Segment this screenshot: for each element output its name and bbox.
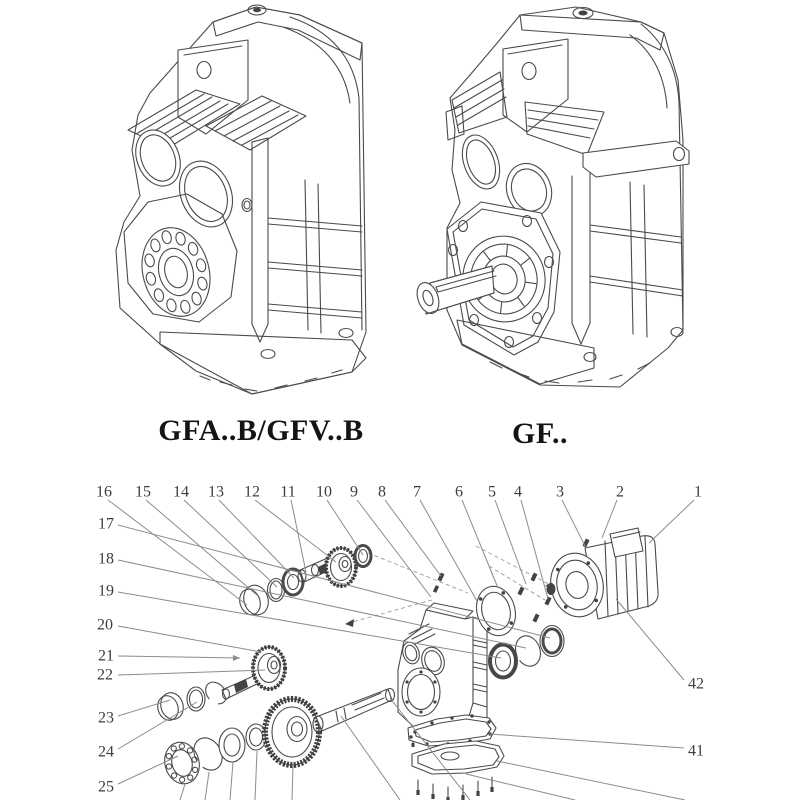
callout-number-3: 3 — [556, 483, 564, 501]
callout-number-13: 13 — [208, 483, 224, 501]
callout-number-24: 24 — [98, 743, 114, 761]
callout-leader-14 — [184, 500, 277, 587]
callout-leader-41 — [489, 734, 684, 748]
callout-number-6: 6 — [455, 483, 463, 501]
callout-leader-15 — [146, 500, 258, 596]
callout-number-15: 15 — [135, 483, 151, 501]
callout-number-42: 42 — [688, 675, 704, 693]
callout-leader-3 — [562, 500, 585, 546]
adapter-flange — [471, 582, 521, 640]
callout-leader-20 — [118, 626, 261, 652]
callout-leader-17 — [118, 525, 550, 638]
callout-leader-11 — [291, 500, 306, 572]
motor — [545, 528, 658, 622]
callout-number-2: 2 — [616, 483, 624, 501]
callout-number-22: 22 — [97, 666, 113, 684]
callout-number-7: 7 — [413, 483, 421, 501]
callout-leader-42 — [616, 599, 684, 680]
callout-number-5: 5 — [488, 483, 496, 501]
callout-number-25: 25 — [98, 778, 114, 796]
callout-arrowhead-21 — [233, 655, 240, 661]
callout-leader-2 — [602, 500, 617, 538]
callout-leader-6 — [462, 500, 498, 588]
front-bearing — [132, 220, 219, 324]
drawing-gfa-gfv-gearbox — [116, 5, 366, 394]
bottom-cover — [412, 741, 504, 800]
callout-number-8: 8 — [378, 483, 386, 501]
input-shaft-parts — [236, 546, 371, 618]
callout-number-20: 20 — [97, 616, 113, 634]
callout-leader-21 — [118, 656, 240, 658]
callout-leader-13 — [219, 500, 294, 578]
callout-leader-8 — [385, 500, 441, 576]
callout-number-41: 41 — [688, 742, 704, 760]
callout-number-9: 9 — [350, 483, 358, 501]
exploded-view — [155, 528, 685, 800]
callout-number-1: 1 — [694, 483, 702, 501]
callout-number-12: 12 — [244, 483, 260, 501]
callout-number-16: 16 — [96, 483, 112, 501]
callout-leader-22 — [118, 670, 265, 675]
callout-number-19: 19 — [98, 582, 114, 600]
intermediate-shaft-parts — [155, 647, 285, 723]
callout-number-23: 23 — [98, 709, 114, 727]
callout-number-14: 14 — [173, 483, 189, 501]
callout-leader-4 — [521, 500, 548, 599]
callout-number-4: 4 — [514, 483, 522, 501]
drawing-gf-gearbox — [413, 7, 689, 387]
callout-leader-16 — [108, 500, 247, 605]
callout-number-21: 21 — [98, 647, 114, 665]
callout-number-18: 18 — [98, 550, 114, 568]
model-label-gf: GF.. — [512, 417, 568, 450]
callout-leader-1 — [649, 500, 694, 543]
callout-leader-12 — [255, 500, 336, 562]
callout-number-10: 10 — [316, 483, 332, 501]
callout-leader-5 — [495, 500, 526, 584]
callout-number-11: 11 — [280, 483, 296, 501]
model-label-gfa-gfv: GFA..B/GFV..B — [158, 414, 364, 447]
callout-number-17: 17 — [98, 515, 114, 533]
